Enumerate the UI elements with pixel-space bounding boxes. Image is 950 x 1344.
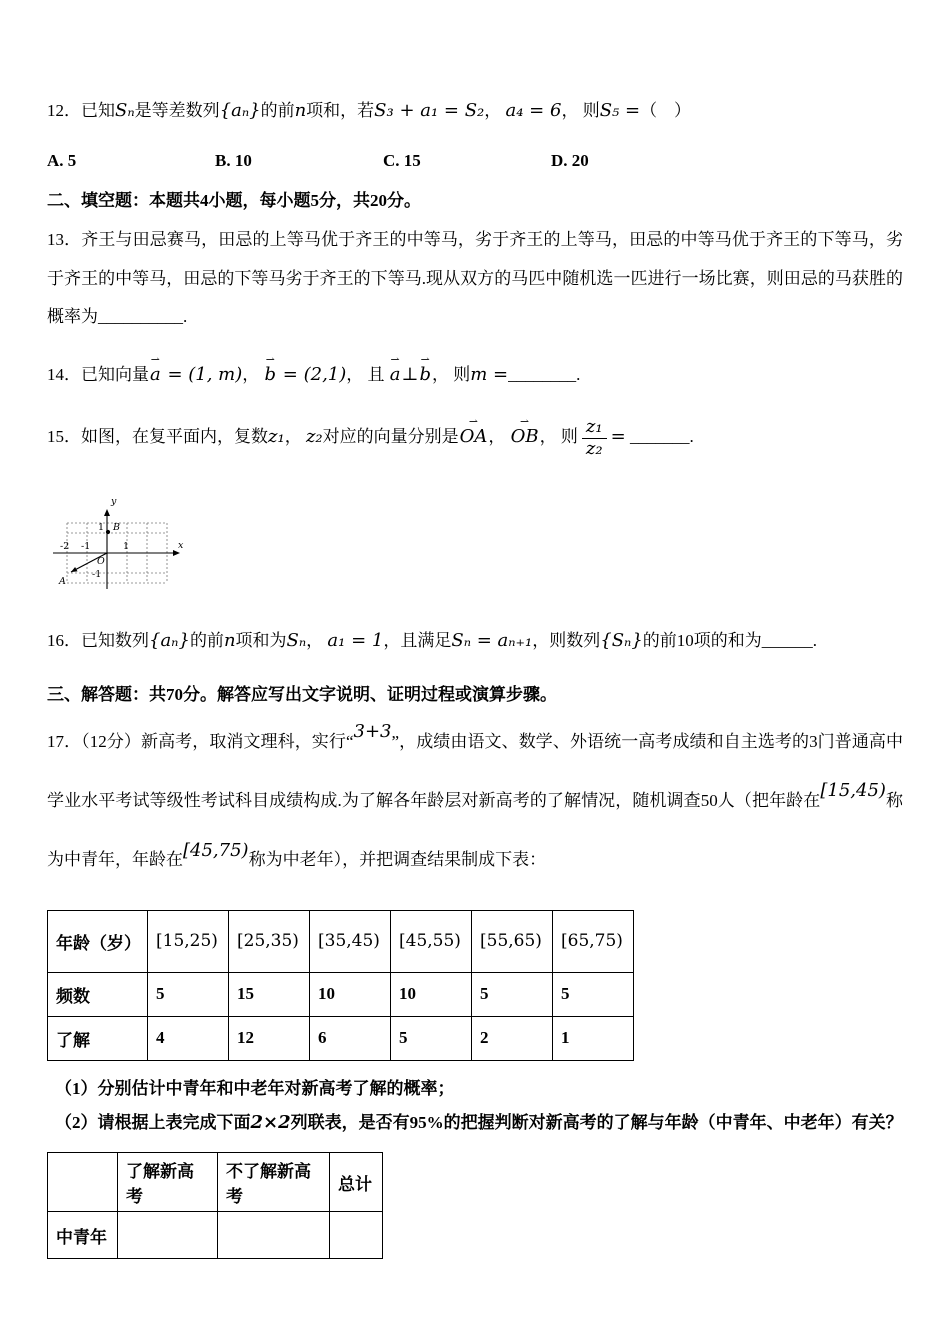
table-row: [48, 1153, 383, 1212]
fraction: [582, 417, 607, 459]
text-segment: 14．已知向量: [47, 365, 149, 385]
text-segment: ， 则: [561, 101, 600, 120]
x-tick-1: 1: [123, 541, 130, 553]
table-cell: 10: [391, 972, 472, 1016]
math-raised-segment: [15,45): [820, 780, 886, 802]
question-12: [47, 96, 903, 127]
origin-label: O: [97, 556, 105, 568]
math-segment: {aₙ}: [219, 100, 261, 121]
math-segment: a₄ = 6: [505, 100, 562, 121]
table-cell: 5: [553, 972, 634, 1016]
survey-table: [47, 910, 634, 1061]
math-segment: a₁ = 1: [327, 630, 384, 652]
section-fill-in-header: 二、填空题：本题共4小题，每小题5分，共20分。: [47, 190, 421, 210]
table-row: [48, 972, 634, 1016]
text-segment: ________.: [508, 365, 581, 385]
x-tick-neg1: -1: [81, 541, 91, 553]
y-axis-arrow-icon: [104, 509, 110, 516]
table-cell: [55,65): [472, 910, 553, 972]
text-segment: ，: [484, 101, 506, 120]
text-segment: 对应的向量分别是: [322, 426, 459, 446]
point-b-label: B: [113, 522, 120, 534]
table-cell: [25,35): [229, 910, 310, 972]
table-cell: 5: [472, 972, 553, 1016]
fraction-numerator: z₁: [582, 417, 607, 439]
text-segment: ，: [306, 631, 328, 651]
table-cell: [45,55): [391, 910, 472, 972]
x-axis-label: x: [178, 540, 184, 552]
table-cell: 1: [553, 1016, 634, 1060]
table-cell: 4: [148, 1016, 229, 1060]
math-segment: n: [223, 630, 236, 652]
text-segment: 12．已知: [47, 101, 115, 120]
option-c: C. 15: [383, 150, 421, 170]
text-segment: 称为中老年），并把调查结果制成下表：: [248, 850, 547, 870]
table-cell: 12: [229, 1016, 310, 1060]
math-segment: Sₙ: [286, 630, 307, 652]
math-segment: {aₙ}: [149, 630, 190, 652]
text-segment: ，: [284, 426, 306, 446]
question-17-part2: [47, 1108, 903, 1139]
math-segment: n: [294, 100, 307, 121]
text-segment: ， 则: [539, 426, 578, 446]
question-14: [47, 360, 903, 391]
question-12-options: [47, 151, 903, 171]
vector-segment: a ⇀: [390, 360, 401, 391]
text-segment: _______.: [625, 426, 694, 446]
math-segment: {Sₙ}: [600, 630, 643, 652]
text-segment: 17．（12分）新高考，取消文理科，实行“: [47, 731, 354, 751]
math-segment: z₁: [268, 425, 285, 447]
text-segment: ，: [242, 365, 264, 385]
question-16: [47, 626, 903, 657]
text-segment: ，且满足: [383, 631, 452, 651]
math-segment: m =: [470, 364, 509, 386]
table-cell: [15,25): [148, 910, 229, 972]
section-answer-header: 三、解答题：共70分。解答应写出文字说明、证明过程或演算步骤。: [47, 684, 557, 704]
table-cell: 5: [148, 972, 229, 1016]
text-segment: 13．齐王与田忌赛马，田忌的上等马优于齐王的中等马，劣于齐王的上等马，田忌的中等马优于齐王的下等马，劣于齐王的中等马，田忌的下等马劣于齐王的下等马.现从双方的马匹中随机选一匹进行一场比赛，则田忌的马获胜的概率为__________.: [47, 230, 903, 326]
y-tick-1: 1: [98, 522, 105, 534]
table-cell: [48, 1153, 118, 1212]
option-d: D. 20: [551, 150, 589, 170]
text-segment: 称为中青年，年龄在: [47, 791, 904, 870]
table-row: [48, 1016, 634, 1060]
math-segment: S₃ + a₁ = S₂: [374, 100, 485, 121]
y-tick-neg1: -1: [92, 569, 102, 581]
text-segment: 的前10项的和为______.: [642, 631, 818, 651]
text-segment: 是等差数列: [134, 101, 220, 120]
table-cell: [65,75): [553, 910, 634, 972]
table-cell: 频数: [48, 972, 148, 1016]
text-segment: ， 且: [346, 365, 389, 385]
text-segment: （2）请根据上表完成下面: [55, 1112, 251, 1132]
x-tick-neg2: -2: [60, 541, 70, 553]
text-segment: （ ）: [640, 101, 692, 120]
contingency-table: [47, 1152, 383, 1259]
math-segment: Sₙ = aₙ₊₁: [451, 630, 533, 652]
table-row: [48, 910, 634, 972]
text-segment: ”，成绩由语文、数学、外语统一高考成绩和自主选考的3门普通高中学业水平考试等级性考试科目成绩构成.为了解各年龄层对新高考的了解情况，随机调查50人（把年龄在: [47, 731, 904, 811]
point-a-label: A: [59, 576, 66, 588]
table-cell: 不了解新高考: [218, 1153, 330, 1212]
fraction-denominator: z₂: [585, 437, 603, 459]
text-segment: 项和为: [235, 631, 287, 651]
math-segment: S₅ =: [599, 100, 641, 121]
table-cell: 中青年: [48, 1212, 118, 1259]
question-15: [47, 417, 903, 459]
table-cell: 总计: [330, 1153, 383, 1212]
vector-segment: a ⇀: [150, 360, 161, 391]
math-raised-segment: [45,75): [183, 839, 249, 861]
text-segment: 16．已知数列: [47, 631, 149, 651]
table-cell: 10: [310, 972, 391, 1016]
table-cell: 15: [229, 972, 310, 1016]
table-cell: [218, 1212, 330, 1259]
table-cell: [35,45): [310, 910, 391, 972]
math-segment: =: [610, 425, 626, 447]
math-segment: Sₙ: [115, 100, 135, 121]
math-raised-segment: 3+3: [353, 720, 392, 742]
vector-segment: OB ⇀: [511, 422, 539, 453]
text-segment: 列联表，是否有95%的把握判断对新高考的了解与年龄（中青年、中老年）有关？: [290, 1112, 903, 1132]
text-segment: ，: [488, 426, 510, 446]
math-segment: = (1, m): [161, 364, 243, 386]
text-segment: （1）分别估计中青年和中老年对新高考了解的概率；: [55, 1078, 455, 1098]
table-cell: 5: [391, 1016, 472, 1060]
table-cell: 了解新高考: [118, 1153, 218, 1212]
math-segment: = (2,1): [277, 364, 347, 386]
table-cell: 年龄（岁）: [48, 910, 148, 972]
table-cell: [118, 1212, 218, 1259]
text-segment: 的前: [189, 631, 224, 651]
text-segment: 15．如图，在复平面内，复数: [47, 426, 268, 446]
table-cell: 2: [472, 1016, 553, 1060]
question-13: [47, 221, 903, 336]
complex-plane-plot: [47, 485, 187, 607]
table-cell: [330, 1212, 383, 1259]
option-b: B. 10: [215, 150, 252, 170]
math-segment: ⊥: [401, 364, 419, 386]
complex-plane-figure: [47, 485, 197, 612]
text-segment: 的前: [260, 101, 295, 120]
option-a: A. 5: [47, 150, 77, 170]
math-segment: 2×2: [250, 1111, 291, 1133]
question-17: [47, 712, 903, 890]
vector-segment: b ⇀: [265, 360, 277, 391]
table-row: [48, 1212, 383, 1259]
table-cell: 了解: [48, 1016, 148, 1060]
vector-segment: OA ⇀: [460, 422, 488, 453]
text-segment: ，则数列: [532, 631, 601, 651]
point-b-dot: [106, 530, 110, 534]
question-17-part1: [47, 1075, 903, 1104]
vector-segment: b ⇀: [419, 360, 431, 391]
y-axis-label: y: [111, 496, 117, 508]
text-segment: ， 则: [431, 365, 471, 385]
math-segment: z₂: [305, 425, 323, 447]
table-cell: 6: [310, 1016, 391, 1060]
text-segment: 项和，若: [306, 101, 375, 120]
